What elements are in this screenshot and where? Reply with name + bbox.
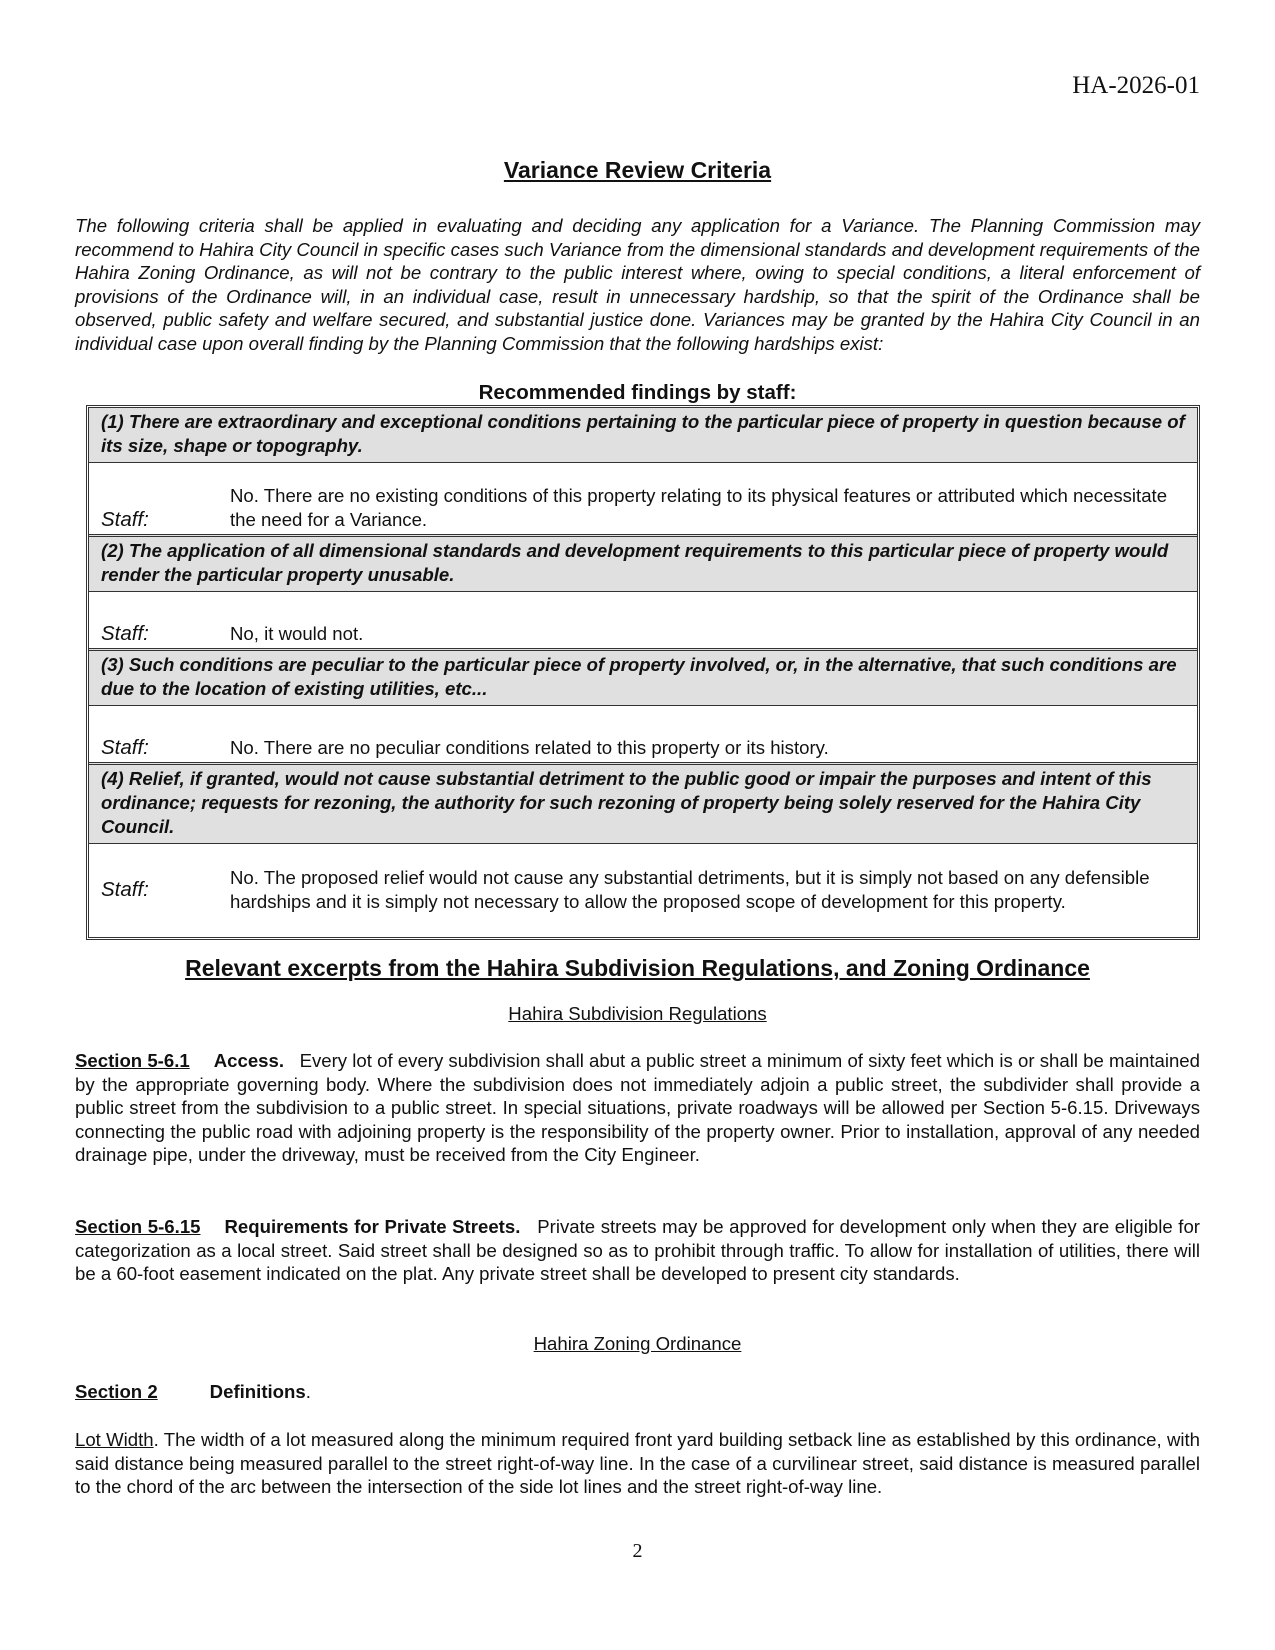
staff-finding-row-2: [89, 591, 1197, 648]
definition-text: . The width of a lot measured along the minimum required front yard building setback line as established by this ordinance, with said distance being measured parallel to the street right-of-way line. In the case of a curvilinear street, said distance is measured parallel to the chord of the arc between the intersection of the side lot lines and the street right-of-way line.: [75, 1429, 1201, 1498]
lot-width-definition: [75, 1428, 1200, 1499]
staff-finding-row-1: [89, 462, 1197, 534]
section-text: Every lot of every subdivision shall abut a public street a minimum of sixty feet which is or shall be maintained by the appropriate governing body. Where the subdivision does not immediately adjoin a public street, the subdivider shall provide a public street from the subdivision to a public street. In special situations, private roadways will be allowed per Section 5-6.15. Driveways connecting the public road with adjoining property is the responsibility of the property owner. Prior to installation, approval of any needed drainage pipe, under the driveway, must be received from the City Engineer.: [75, 1050, 1200, 1166]
section-name: Access.: [213, 1050, 285, 1071]
zoning-heading: Hahira Zoning Ordinance: [533, 1333, 742, 1354]
section-5-6-15: [75, 1215, 1200, 1286]
section-5-6-1: [75, 1049, 1200, 1167]
section-name: Requirements for Private Streets.: [224, 1216, 521, 1237]
definition-term: Lot Width: [75, 1429, 154, 1450]
section-number: Section 5-6.15: [75, 1216, 201, 1237]
staff-label: Staff:: [101, 622, 149, 645]
section-number: Section 5-6.1: [75, 1050, 190, 1071]
case-number: HA-2026-01: [1072, 72, 1200, 99]
section-2: [75, 1380, 1200, 1404]
staff-finding-row-3: [89, 705, 1197, 762]
page-number: 2: [632, 1540, 643, 1562]
staff-finding-row-4: [89, 843, 1197, 937]
criterion-2: (2) The application of all dimensional standards and development requirements to this particular piece of property would render the particular property unusable.: [89, 534, 1197, 591]
criterion-1: (1) There are extraordinary and exceptional conditions pertaining to the particular piece of property in question because of its size, shape or topography.: [89, 408, 1197, 462]
criterion-4: (4) Relief, if granted, would not cause substantial detriment to the public good or impair the purposes and intent of this ordinance; requests for rezoning, the authority for such rezoning of property being solely reserved for the Hahira City Council.: [89, 762, 1197, 843]
staff-finding-1: No. There are no existing conditions of this property relating to its physical features or attributed which necessitate the need for a Variance.: [230, 485, 1168, 530]
staff-label: Staff:: [101, 508, 149, 531]
staff-label: Staff:: [101, 736, 149, 759]
page-title: Variance Review Criteria: [503, 157, 772, 183]
staff-finding-4: No. The proposed relief would not cause any substantial detriments, but it is simply not based on any defensible hardships and it is simply not necessary to allow the proposed scope of development for this property.: [230, 866, 1150, 912]
subdivision-heading: Hahira Subdivision Regulations: [508, 1003, 767, 1024]
findings-heading: Recommended findings by staff:: [478, 381, 797, 404]
section-name: Definitions: [209, 1381, 306, 1402]
intro-paragraph: The following criteria shall be applied in evaluating and deciding any application for a Variance. The Planning Commission may recommend to Hahira City Council in specific cases such Variance from the dimensional standards and development requirements of the Hahira Zoning Ordinance, as will not be contrary to the public interest where, owing to special conditions, a literal enforcement of provisions of the Ordinance will, in an individual case, result in unnecessary hardship, so that the spirit of the Ordinance shall be observed, public safety and welfare secured, and substantial justice done. Variances may be granted by the Hahira City Council in an individual case upon overall finding by the Planning Commission that the following hardships exist:: [75, 215, 1200, 354]
criteria-table: [86, 405, 1200, 940]
section-text: Private streets may be approved for development only when they are eligible for categorization as a local street. Said street shall be designed so as to prohibit through traffic. To allow for installation of utilities, there will be a 60-foot easement indicated on the plat. Any private street shall be developed to present city standards.: [75, 1216, 1200, 1285]
staff-finding-3: No. There are no peculiar conditions related to this property or its history.: [230, 737, 829, 758]
excerpts-title: Relevant excerpts from the Hahira Subdivision Regulations, and Zoning Ordinance: [185, 955, 1090, 981]
criterion-3: (3) Such conditions are peculiar to the particular piece of property involved, or, in the alternative, that such conditions are due to the location of existing utilities, etc...: [89, 648, 1197, 705]
section-punct: .: [305, 1381, 311, 1402]
section-number: Section 2: [75, 1381, 158, 1402]
staff-finding-2: No, it would not.: [230, 623, 364, 644]
staff-label: Staff:: [101, 877, 149, 901]
